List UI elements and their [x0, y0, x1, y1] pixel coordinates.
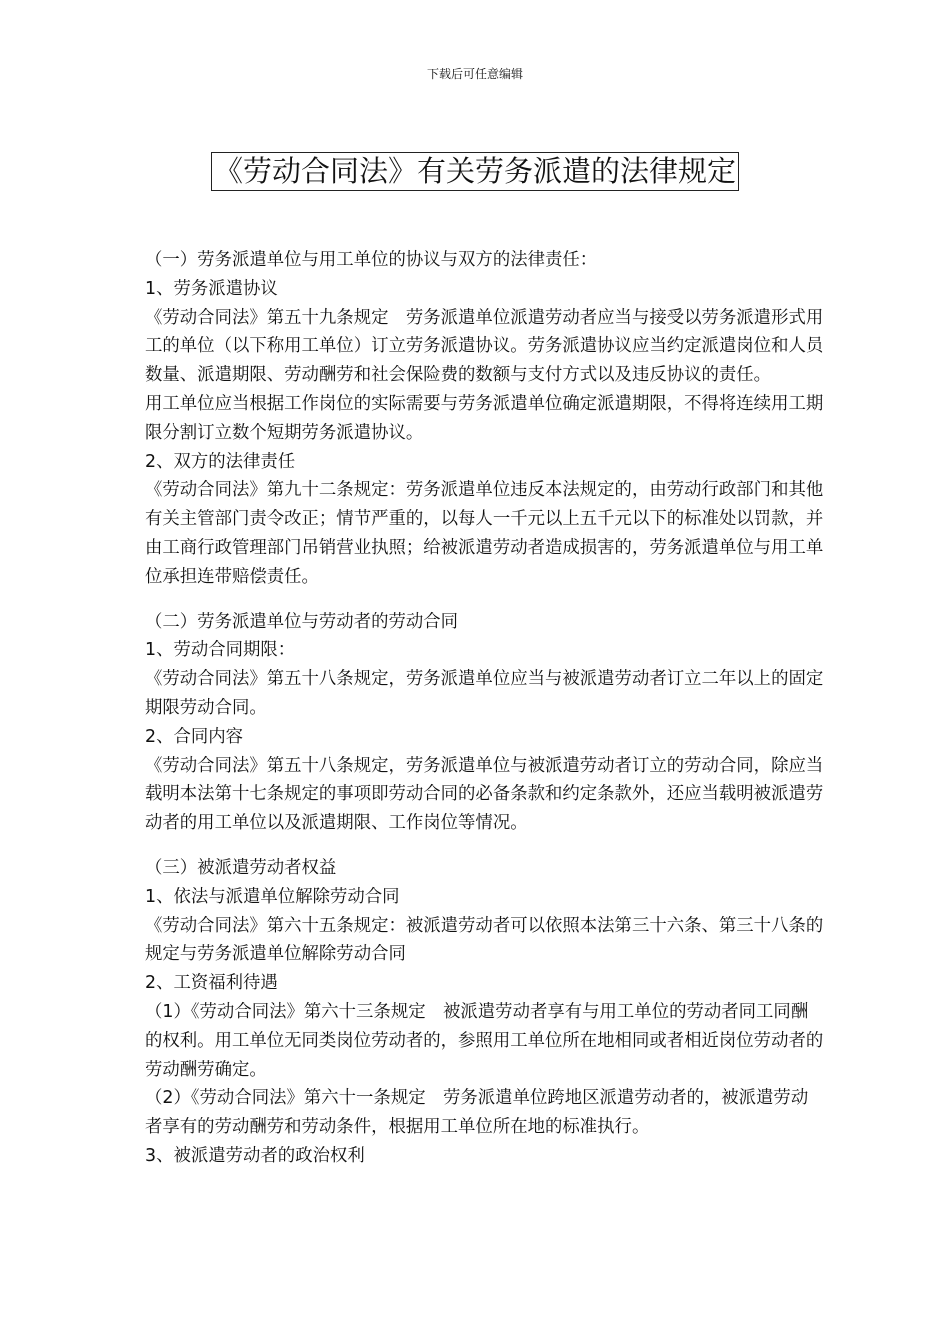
subheading: 2、合同内容	[145, 726, 244, 747]
section-heading-2: （二）劳务派遣单位与劳动者的劳动合同	[145, 611, 459, 632]
document-title: 《劳动合同法》有关劳务派遣的法律规定	[211, 152, 739, 191]
document-body	[145, 246, 825, 1171]
paragraph: 《劳动合同法》第九十二条规定：劳务派遣单位违反本法规定的，由劳动行政部门和其他有关主管部门责令改正；情节严重的，以每人一千元以上五千元以下的标准处以罚款，并由工商行政管理部门吊销营业执照；给被派遣劳动者造成损害的，劳务派遣单位与用工单位承担连带赔偿责任。	[145, 480, 824, 587]
paragraph: 《劳动合同法》第五十九条规定 劳务派遣单位派遣劳动者应当与接受以劳务派遣形式用工的单位（以下称用工单位）订立劳务派遣协议。劳务派遣协议应当约定派遣岗位和人员数量、派遣期限、劳动酬劳和社会保险费的数额与支付方式以及违反协议的责任。	[145, 307, 824, 386]
subheading: 3、被派遣劳动者的政治权利	[145, 1145, 365, 1166]
subheading: 1、劳务派遣协议	[145, 278, 278, 299]
subheading: 1、劳动合同期限：	[145, 640, 296, 661]
paragraph: 用工单位应当根据工作岗位的实际需要与劳务派遣单位确定派遣期限，不得将连续用工期限分割订立数个短期劳务派遣协议。	[145, 393, 824, 443]
subheading: 2、工资福利待遇	[145, 973, 278, 994]
subheading: 2、双方的法律责任	[145, 451, 296, 472]
paragraph: （2）《劳动合同法》第六十一条规定 劳务派遣单位跨地区派遣劳动者的，被派遣劳动者享有的劳动酬劳和劳动条件，根据用工单位所在地的标准执行。	[145, 1088, 809, 1138]
section-heading-1: （一）劳务派遣单位与用工单位的协议与双方的法律责任：	[145, 250, 598, 270]
paragraph: 《劳动合同法》第六十五条规定：被派遣劳动者可以依照本法第三十六条、第三十八条的规定与劳务派遣单位解除劳动合同	[145, 915, 824, 965]
section-heading-3: （三）被派遣劳动者权益	[145, 857, 337, 878]
paragraph: 《劳动合同法》第五十八条规定，劳务派遣单位与被派遣劳动者订立的劳动合同，除应当载明本法第十七条规定的事项即劳动合同的必备条款和约定条款外，还应当载明被派遣劳动者的用工单位以及派遣期限、工作岗位等情况。	[145, 755, 824, 834]
subheading: 1、依法与派遣单位解除劳动合同	[145, 886, 400, 907]
title-container	[0, 152, 950, 191]
paragraph: 《劳动合同法》第五十八条规定，劳务派遣单位应当与被派遣劳动者订立二年以上的固定期限劳动合同。	[145, 669, 824, 718]
page-header-note: 下载后可任意编辑	[426, 67, 523, 81]
paragraph: （1）《劳动合同法》第六十三条规定 被派遣劳动者享有与用工单位的劳动者同工同酬的权利。用工单位无同类岗位劳动者的，参照用工单位所在地相同或者相近岗位劳动者的劳动酬劳确定。	[145, 1001, 824, 1080]
